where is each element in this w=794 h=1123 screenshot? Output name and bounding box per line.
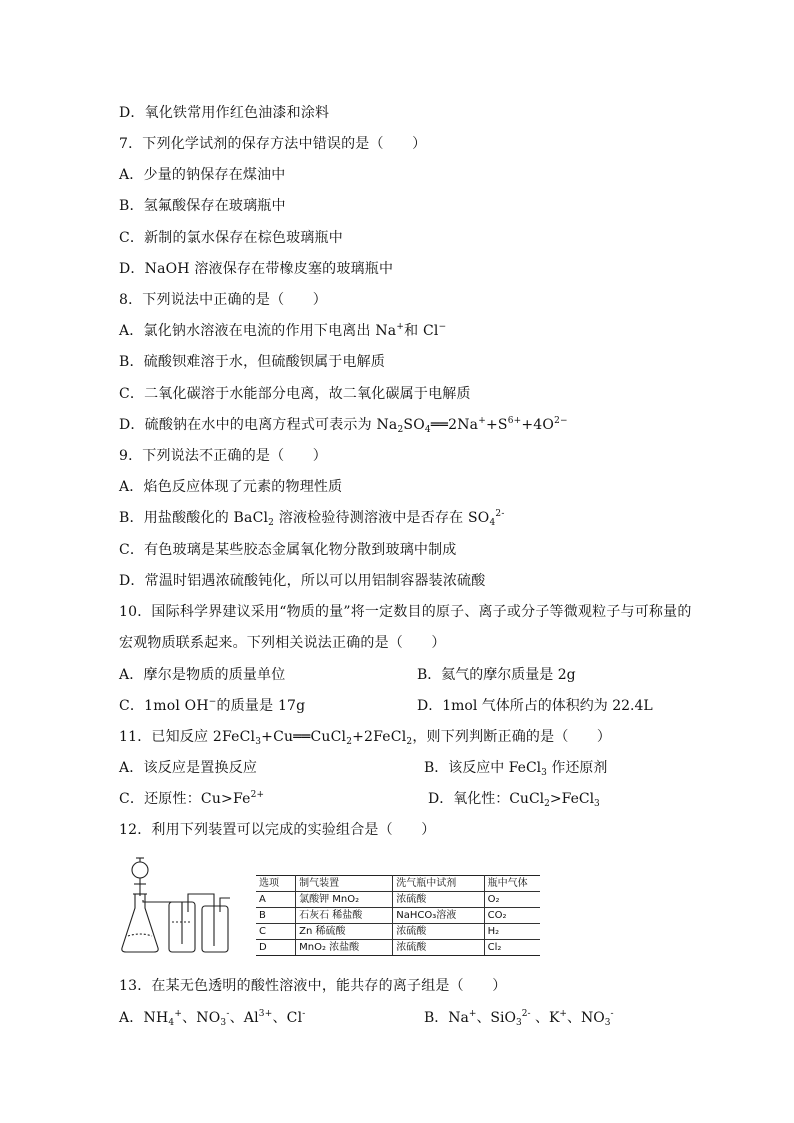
table-cell: CO₂ <box>484 908 540 924</box>
question-11: 11．已知反应 2FeCl$_3$+Cu══CuCl$_2$+2FeCl$_2$，则下列判断正确的是（ ） <box>119 729 612 747</box>
table-cell: 浓硫酸 <box>393 892 484 908</box>
table-cell: Zn 稀硫酸 <box>296 924 393 940</box>
option-7a: A．少量的钠保存在煤油中 <box>119 167 286 183</box>
option-9c: C．有色玻璃是某些胶态金属氧化物分散到玻璃中制成 <box>119 542 457 558</box>
table-row <box>256 892 540 908</box>
table-cell: Cl₂ <box>484 940 540 956</box>
option-6d: D．氧化铁常用作红色油漆和涂料 <box>119 105 330 121</box>
option-8b: B．硫酸钡难溶于水，但硫酸钡属于电解质 <box>119 354 386 370</box>
table-cell: A <box>256 892 296 908</box>
option-10c: C．1mol OH−的质量是 17g <box>119 697 306 714</box>
question-10-line2: 宏观物质联系起来。下列相关说法正确的是（ ） <box>119 635 446 651</box>
table-cell: 氯酸钾 MnO₂ <box>296 892 393 908</box>
table-row <box>256 940 540 956</box>
question-13: 13．在某无色透明的酸性溶液中，能共存的离子组是（ ） <box>119 978 507 994</box>
table-header-row <box>256 876 540 892</box>
option-13a: A．$NH_4^+$、$NO_3^-$、$Al^{3+}$、Cl- <box>119 1009 306 1028</box>
table-cell: D <box>256 940 296 956</box>
table-header-cell: 选项 <box>256 876 296 892</box>
table-header-cell: 洗气瓶中试剂 <box>393 876 484 892</box>
table-cell: MnO₂ 浓盐酸 <box>296 940 393 956</box>
table-cell: B <box>256 908 296 924</box>
option-7c: C．新制的氯水保存在棕色玻璃瓶中 <box>119 230 343 246</box>
experiment-table <box>256 875 540 956</box>
question-12: 12．利用下列装置可以完成的实验组合是（ ） <box>119 822 436 838</box>
option-10b: B．氦气的摩尔质量是 2g <box>417 667 576 683</box>
table-row <box>256 924 540 940</box>
option-7b: B．氢氟酸保存在玻璃瓶中 <box>119 198 286 214</box>
table-row <box>256 908 540 924</box>
option-11b: B．该反应中 FeCl$_3$ 作还原剂 <box>424 760 608 778</box>
option-10d: D．1mol 气体所占的体积约为 22.4L <box>417 698 653 714</box>
option-10a: A．摩尔是物质的质量单位 <box>119 667 286 683</box>
option-8d: D．硫酸钠在水中的电离方程式可表示为 $Na_2SO_4══2Na^++S^{6+}+4O^{2-}$ <box>119 416 568 435</box>
option-9a: A．焰色反应体现了元素的物理性质 <box>119 479 343 495</box>
option-9d: D．常温时铝遇浓硫酸钝化，所以可以用铝制容器装浓硫酸 <box>119 573 486 589</box>
option-11a: A．该反应是置换反应 <box>119 760 258 776</box>
table-header-cell: 瓶中气体 <box>484 876 540 892</box>
gas-apparatus-diagram <box>116 856 256 958</box>
option-13b: B．Na+、SiO$_3^{2-}$ 、K+、$NO_3^-$ <box>424 1009 614 1028</box>
table-cell: O₂ <box>484 892 540 908</box>
question-7: 7．下列化学试剂的保存方法中错误的是（ ） <box>119 136 427 152</box>
table-cell: 浓硫酸 <box>393 940 484 956</box>
question-10-line1: 10．国际科学界建议采用“物质的量”将一定数目的原子、离子或分子等微观粒子与可称量的 <box>119 604 692 620</box>
option-8a: A．氯化钠水溶液在电流的作用下电离出 Na+和 Cl− <box>119 322 447 339</box>
option-11c: C．还原性：$Cu>Fe^{2+}$ <box>119 790 265 807</box>
table-cell: 浓硫酸 <box>393 924 484 940</box>
question-8: 8．下列说法中正确的是（ ） <box>119 292 327 308</box>
table-cell: C <box>256 924 296 940</box>
table-cell: NaHCO₃溶液 <box>393 908 484 924</box>
option-8c: C．二氧化碳溶于水能部分电离，故二氧化碳属于电解质 <box>119 386 471 402</box>
option-11d: D．氧化性：CuCl$_2$>FeCl$_3$ <box>428 791 600 809</box>
option-9b: B．用盐酸酸化的 BaCl$_2$ 溶液检验待测溶液中是否存在 $SO_4^{2-}$ <box>119 509 505 528</box>
table-header-cell: 制气装置 <box>296 876 393 892</box>
question-9: 9．下列说法不正确的是（ ） <box>119 448 327 464</box>
table-cell: 石灰石 稀盐酸 <box>296 908 393 924</box>
table-cell: H₂ <box>484 924 540 940</box>
option-7d: D．NaOH 溶液保存在带橡皮塞的玻璃瓶中 <box>119 261 394 277</box>
